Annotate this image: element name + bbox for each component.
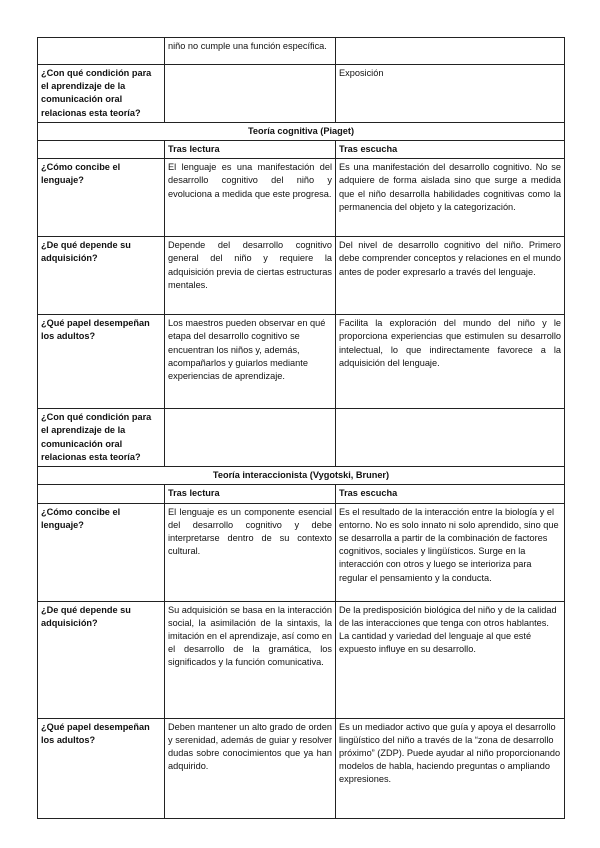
escucha-cell: Es una manifestación del desarrollo cognitivo. No se adquiere de forma aislada sino que surge a medida que el niño desarrolla habilidades cognitivas como la permanencia del objeto y la categorización. [336,159,565,237]
table-row [38,159,565,237]
table-row [38,601,565,718]
table-row [38,65,565,123]
section-title-row [38,122,565,140]
lectura-cell: Su adquisición se basa en la interacción social, la asimilación de la sintaxis, la imitación en el aprendizaje, así como en el desarrollo de la gramática, los significados y la función comunicativa. [165,601,336,718]
escucha-cell: Del nivel de desarrollo cognitivo del niño. Primero debe comprender conceptos y relaciones en el mundo antes de poder expresarlo a través del lenguaje. [336,237,565,315]
table-row [38,409,565,467]
question-cell: ¿Con qué condición para el aprendizaje de la comunicación oral relacionas esta teoría? [38,65,165,123]
column-header-row [38,485,565,503]
lectura-cell: Deben mantener un alto grado de orden y serenidad, además de guiar y resolver dudas sobre conocimientos que ya han adquirido. [165,718,336,818]
table-row [38,237,565,315]
lectura-cell: El lenguaje es una manifestación del desarrollo cognitivo del niño y evoluciona a medida que este progresa. [165,159,336,237]
escucha-cell: Facilita la exploración del mundo del niño y le proporciona experiencias que estimulen su desarrollo intelectual, lo que indirectamente favorece a la adquisición del lenguaje. [336,315,565,409]
question-cell: ¿De qué depende su adquisición? [38,237,165,315]
col-header-escucha: Tras escucha [336,141,565,159]
lectura-cell: Depende del desarrollo cognitivo general del niño y requiere la adquisición previa de ciertas estructuras mentales. [165,237,336,315]
question-cell: ¿Cómo concibe el lenguaje? [38,503,165,601]
escucha-cell [336,38,565,65]
question-cell: ¿Cómo concibe el lenguaje? [38,159,165,237]
question-cell: ¿De qué depende su adquisición? [38,601,165,718]
question-cell: ¿Con qué condición para el aprendizaje de la comunicación oral relacionas esta teoría? [38,409,165,467]
escucha-cell: Exposición [336,65,565,123]
table-row [38,503,565,601]
table-row [38,315,565,409]
section-title-row [38,467,565,485]
lectura-cell [165,409,336,467]
header-empty [38,141,165,159]
header-empty [38,485,165,503]
column-header-row [38,141,565,159]
lectura-cell: Los maestros pueden observar en qué etapa del desarrollo cognitivo se encuentran los niños y, además, acompañarlos y guiarlos mediante experiencias de aprendizaje. [165,315,336,409]
question-cell: ¿Qué papel desempeñan los adultos? [38,718,165,818]
col-header-lectura: Tras lectura [165,485,336,503]
col-header-escucha: Tras escucha [336,485,565,503]
escucha-cell: Es el resultado de la interacción entre la biología y el entorno. No es solo innato ni solo aprendido, sino que se desarrolla a partir de la combinación de factores cognitivos, sociales y lingüísticos. Surge en la interacción con otros y luego se interioriza para regular el pensamiento y la conducta. [336,503,565,601]
escucha-cell: De la predisposición biológica del niño y de la calidad de las interacciones que tenga con otros hablantes. La cantidad y variedad del lenguaje al que esté expuesto influye en su desarrollo. [336,601,565,718]
question-cell: ¿Qué papel desempeñan los adultos? [38,315,165,409]
comparison-table [37,37,565,819]
col-header-lectura: Tras lectura [165,141,336,159]
section-title-vygotski: Teoría interaccionista (Vygotski, Bruner) [38,467,565,485]
lectura-cell [165,65,336,123]
table-row [38,38,565,65]
lectura-cell: El lenguaje es un componente esencial del desarrollo cognitivo y debe interpretarse dentro de su contexto cultural. [165,503,336,601]
escucha-cell [336,409,565,467]
section-title-piaget: Teoría cognitiva (Piaget) [38,122,565,140]
lectura-cell: niño no cumple una función específica. [165,38,336,65]
question-cell [38,38,165,65]
table-row [38,718,565,818]
escucha-cell: Es un mediador activo que guía y apoya el desarrollo lingüístico del niño a través de la “zona de desarrollo próximo” (ZDP). Puede ayudar al niño proporcionando modelos de habla, haciendo preguntas o ampliando expresiones. [336,718,565,818]
